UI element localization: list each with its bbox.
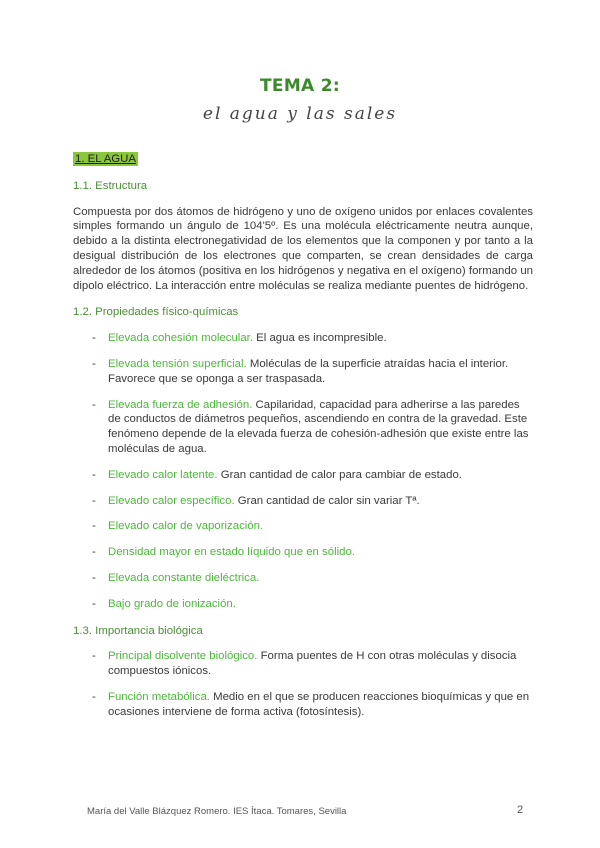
dash-bullet: -: [92, 332, 96, 345]
list-item: [73, 649, 533, 679]
structure-paragraph: Compuesta por dos átomos de hidrógeno y uno de oxígeno unidos por enlaces covalentes simples formando un ángulo de 104'5º. Es una molécula eléctricamente neutra aunque, debido a la distinta electronegatividad de los elementos que la componen y por tanto a la desigual distribución de los electrones que comparten, se crean densidades de carga alrededor de los átomos (positiva en los hidrógenos y negativa en el oxígeno) formando un dipolo eléctrico. La interacción entre moléculas se realiza mediante puentes de hidrógeno.: [73, 205, 533, 292]
list-item: [73, 357, 533, 387]
item-term: Elevada cohesión molecular.: [108, 332, 254, 345]
subsection-heading-structure: 1.1. Estructura: [73, 179, 148, 192]
dash-bullet: -: [92, 398, 96, 411]
dash-bullet: -: [92, 650, 96, 663]
page-number: 2: [517, 804, 524, 816]
item-term: Principal disolvente biológico.: [108, 650, 258, 663]
list-item: [73, 468, 533, 483]
dash-bullet: -: [92, 571, 96, 584]
dash-bullet: -: [92, 520, 96, 533]
list-item: [73, 571, 533, 586]
footer-author: María del Valle Blázquez Romero. IES Ítaca. Tomares, Sevilla: [87, 806, 347, 817]
item-description: Moléculas de la superficie atraídas hacia el interior. Favorece que se oponga a ser traspasada.: [108, 357, 509, 385]
document-body: [73, 152, 533, 731]
item-description: Gran cantidad de calor sin variar Tª.: [234, 494, 420, 507]
item-description: Capilaridad, capacidad para adherirse a las paredes de conductos de diámetros pequeños, ascendiendo en contra de la gravedad. Este fenómeno depende de la elevada fuerza de cohesión-adhesión que existe entre las moléculas de agua.: [108, 398, 529, 455]
list-item: [73, 545, 533, 560]
properties-list: [73, 331, 533, 611]
item-term: Elevada constante dieléctrica.: [108, 571, 260, 584]
item-description: Gran cantidad de calor para cambiar de estado.: [217, 468, 462, 481]
item-term: Elevado calor latente.: [108, 468, 218, 481]
subsection-heading-importance: 1.3. Importancia biológica: [73, 624, 203, 637]
list-item: [73, 398, 533, 457]
item-description: Forma puentes de H con otras moléculas y disocia compuestos iónicos.: [108, 650, 517, 678]
dash-bullet: -: [92, 546, 96, 559]
page-title: TEMA 2:: [260, 76, 340, 96]
item-description: El agua es incompresible.: [253, 332, 387, 345]
dash-bullet: -: [92, 357, 96, 370]
item-term: Elevada fuerza de adhesión.: [108, 398, 253, 411]
list-item: [73, 690, 533, 720]
list-item: [73, 519, 533, 534]
importance-list: [73, 649, 533, 719]
item-term: Densidad mayor en estado líquido que en sólido.: [108, 546, 355, 559]
item-term: Bajo grado de ionización.: [108, 597, 236, 610]
item-term: Elevada tensión superficial.: [108, 357, 247, 370]
dash-bullet: -: [92, 597, 96, 610]
dash-bullet: -: [92, 468, 96, 481]
item-description: Medio en el que se producen reacciones bioquímicas y que en ocasiones interviene de forma activa (fotosíntesis).: [108, 690, 530, 718]
dash-bullet: -: [92, 494, 96, 507]
dash-bullet: -: [92, 690, 96, 703]
page-subtitle: el agua y las sales: [202, 104, 398, 124]
list-item: [73, 494, 533, 509]
section-heading: 1. EL AGUA: [75, 153, 136, 165]
subsection-heading-properties: 1.2. Propiedades físico-químicas: [73, 306, 239, 319]
item-term: Función metabólica.: [108, 690, 210, 703]
item-term: Elevado calor específico.: [108, 494, 235, 507]
item-term: Elevado calor de vaporización.: [108, 520, 264, 533]
list-item: [73, 597, 533, 612]
list-item: [73, 331, 533, 346]
